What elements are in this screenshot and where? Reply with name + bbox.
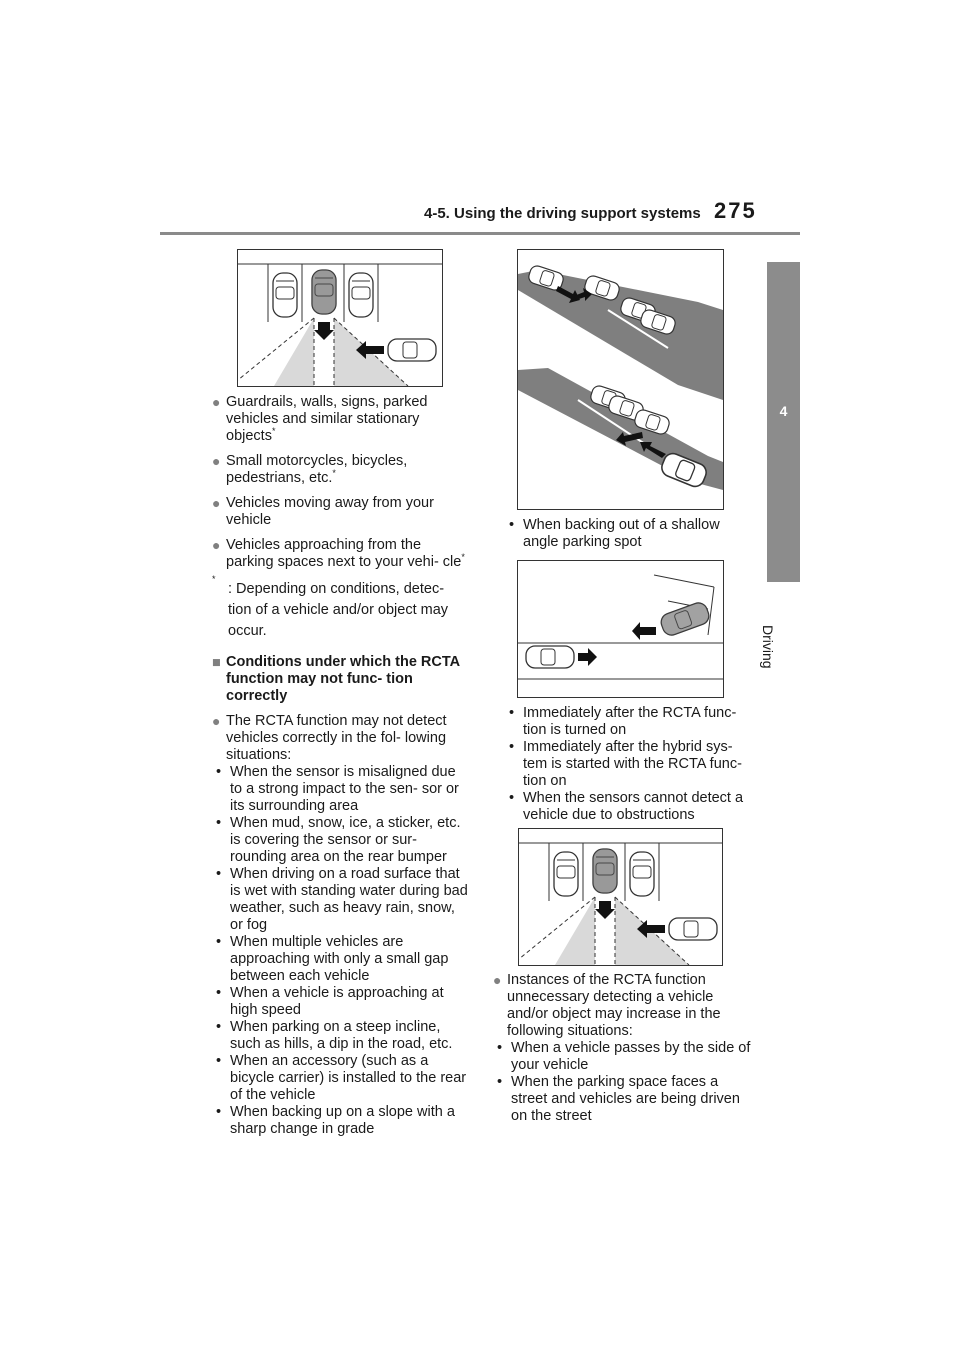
- bullet-icon: ●: [212, 537, 221, 553]
- figure-parked-vehicles: [237, 249, 443, 387]
- sub-item: • When a vehicle is approaching at high speed: [216, 985, 444, 1018]
- figure-angled-parking: [517, 249, 724, 510]
- sub-item: • When the parking space faces a street and vehicles are being driven on the street: [497, 1074, 740, 1124]
- list-item: ● Vehicles approaching from the parking spaces next to your vehi- cle*: [212, 537, 465, 570]
- sub-item: • When the sensor is misaligned due to a strong impact to the sen- sor or its surrounding area: [216, 764, 459, 814]
- bullet-icon: ●: [212, 495, 221, 511]
- sub-item: • When backing out of a shallow angle parking spot: [509, 517, 720, 550]
- square-icon: ■: [212, 655, 221, 671]
- footnote: * : Depending on conditions, detec- tion of a vehicle and/or object may occur.: [212, 574, 449, 639]
- right-column-middle: [505, 705, 757, 824]
- left-column: [212, 394, 468, 1138]
- sub-item: • When driving on a road surface that is wet with standing water during bad weather, such as heavy rain, snow, or fog: [216, 866, 468, 933]
- figure-obstruction: [518, 828, 723, 966]
- sub-item: • When a vehicle passes by the side of your vehicle: [497, 1040, 751, 1073]
- sub-item: • Immediately after the hybrid sys- tem is started with the RCTA func- tion on: [509, 739, 742, 789]
- bullet-icon: ●: [493, 972, 502, 988]
- sub-item: • Immediately after the RCTA func- tion is turned on: [509, 705, 737, 738]
- sub-item: • When mud, snow, ice, a sticker, etc. is covering the sensor or sur- rounding area on the rear bumper: [216, 815, 461, 865]
- sub-item: • When an accessory (such as a bicycle carrier) is installed to the rear of the vehicle: [216, 1053, 467, 1103]
- section-title: 4-5. Using the driving support systems: [424, 205, 701, 222]
- list-item: ● Small motorcycles, bicycles, pedestrians, etc.*: [212, 453, 408, 486]
- bullet-icon: ●: [212, 453, 221, 469]
- bullet-icon: ●: [212, 713, 221, 729]
- list-item: ● Instances of the RCTA function unnecessary detecting a vehicle and/or object may increase in the following situations:: [493, 972, 721, 1039]
- chapter-tab: [767, 262, 800, 582]
- list-item: ● The RCTA function may not detect vehicles correctly in the fol- lowing situations:: [212, 713, 447, 763]
- right-column-bottom: [493, 972, 757, 1125]
- chapter-number: 4: [779, 403, 788, 419]
- sub-item: • When the sensors cannot detect a vehicle due to obstructions: [509, 790, 744, 823]
- section-heading: ■ Conditions under which the RCTA function may not func- tion correctly: [212, 654, 460, 704]
- list-item: ● Guardrails, walls, signs, parked vehicles and similar stationary objects*: [212, 394, 428, 444]
- chapter-label: Driving: [760, 625, 776, 669]
- right-column-top: [505, 517, 755, 551]
- page-number: 275: [714, 198, 757, 223]
- sub-item: • When backing up on a slope with a sharp change in grade: [216, 1104, 455, 1137]
- figure-shallow-angle: [517, 560, 724, 698]
- bullet-icon: ●: [212, 394, 221, 410]
- header-divider: [160, 232, 800, 235]
- sub-item: • When multiple vehicles are approaching with only a small gap between each vehicle: [216, 934, 449, 984]
- sub-item: • When parking on a steep incline, such as hills, a dip in the road, etc.: [216, 1019, 453, 1052]
- list-item: ● Vehicles moving away from your vehicle: [212, 495, 434, 528]
